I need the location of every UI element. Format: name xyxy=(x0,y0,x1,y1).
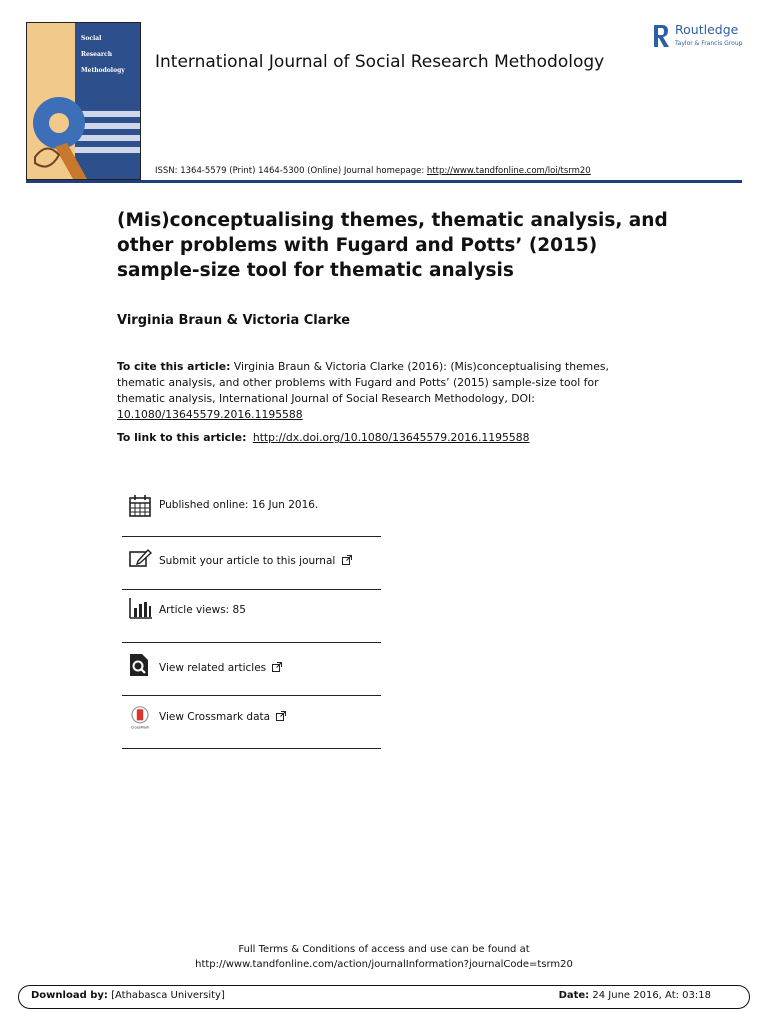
article-meta-list xyxy=(122,484,381,749)
cite-doi-link[interactable]: 10.1080/13645579.2016.1195588 xyxy=(117,408,303,421)
routledge-logo-icon xyxy=(652,23,670,49)
crossmark-link[interactable] xyxy=(159,711,286,723)
download-by-value: [Athabasca University] xyxy=(111,990,225,1001)
article-title: (Mis)conceptualising themes, thematic analysis, and other problems with Fugard and Potts’ (2015) sample-size tool for thematic analysis xyxy=(117,210,668,281)
citation-block xyxy=(117,359,622,423)
publisher-logo[interactable] xyxy=(652,20,752,52)
header-divider xyxy=(26,180,742,183)
crossmark-item[interactable] xyxy=(122,696,381,749)
download-by xyxy=(31,990,225,1001)
crossmark-caption: CrossMark xyxy=(130,725,150,730)
cover-title-line-3: Methodology xyxy=(81,67,125,74)
terms-link[interactable]: http://www.tandfonline.com/action/journalInformation?journalCode=tsrm20 xyxy=(195,959,573,970)
terms-line-1: Full Terms & Conditions of access and use can be found at xyxy=(238,944,530,955)
related-articles-item[interactable] xyxy=(122,643,381,696)
external-link-icon xyxy=(342,555,352,565)
submit-article-text: Submit your article to this journal xyxy=(159,555,336,567)
download-date xyxy=(559,990,711,1001)
link-label: To link to this article: xyxy=(117,431,247,444)
terms-notice xyxy=(0,942,768,972)
cite-text: Virginia Braun & Victoria Clarke (2016): (Mis)conceptualising themes, thematic analysis, and other problems with Fugard and Potts’ (2015) sample-size tool for thematic analysis, International Journal of Social Research Methodology, DOI: xyxy=(117,360,609,405)
article-link-line xyxy=(117,431,530,444)
external-link-icon xyxy=(276,711,286,721)
external-link-icon xyxy=(272,662,282,672)
publisher-name: Routledge xyxy=(675,22,739,37)
edit-icon xyxy=(128,547,152,571)
crossmark-icon xyxy=(128,706,152,730)
download-date-label: Date: xyxy=(558,990,590,1001)
submit-article-link[interactable] xyxy=(159,555,352,567)
article-views-item xyxy=(122,590,381,643)
calendar-icon xyxy=(128,494,152,518)
crossmark-text: View Crossmark data xyxy=(159,711,271,723)
cover-figure-graphic xyxy=(27,93,140,179)
article-doi-link[interactable]: http://dx.doi.org/10.1080/13645579.2016.1195588 xyxy=(252,431,530,444)
search-document-icon xyxy=(128,653,152,677)
article-views-text: Article views: 85 xyxy=(159,604,246,616)
download-date-value: 24 June 2016, At: 03:18 xyxy=(592,990,711,1001)
related-articles-link[interactable] xyxy=(159,662,282,674)
published-online-text: Published online: 16 Jun 2016. xyxy=(159,499,319,511)
cite-label: To cite this article: xyxy=(117,360,231,373)
cover-title-line-2: Research xyxy=(81,51,113,58)
download-by-label: Download by: xyxy=(31,990,108,1001)
journal-homepage-link[interactable]: http://www.tandfonline.com/loi/tsrm20 xyxy=(426,166,591,176)
related-articles-text: View related articles xyxy=(159,662,267,674)
cover-title-line-1: Social xyxy=(81,35,102,42)
journal-cover xyxy=(26,22,141,180)
download-info-bar xyxy=(18,985,750,1009)
published-online-item xyxy=(122,484,381,537)
issn-text: ISSN: 1364-5579 (Print) 1464-5300 (Online) Journal homepage: xyxy=(155,166,425,176)
publisher-subtitle: Taylor & Francis Group xyxy=(675,40,743,47)
issn-line xyxy=(155,166,591,176)
bar-chart-icon xyxy=(128,596,152,620)
submit-article-item[interactable] xyxy=(122,537,381,590)
article-authors: Virginia Braun & Victoria Clarke xyxy=(117,313,351,328)
journal-title: International Journal of Social Research Methodology xyxy=(155,52,605,72)
